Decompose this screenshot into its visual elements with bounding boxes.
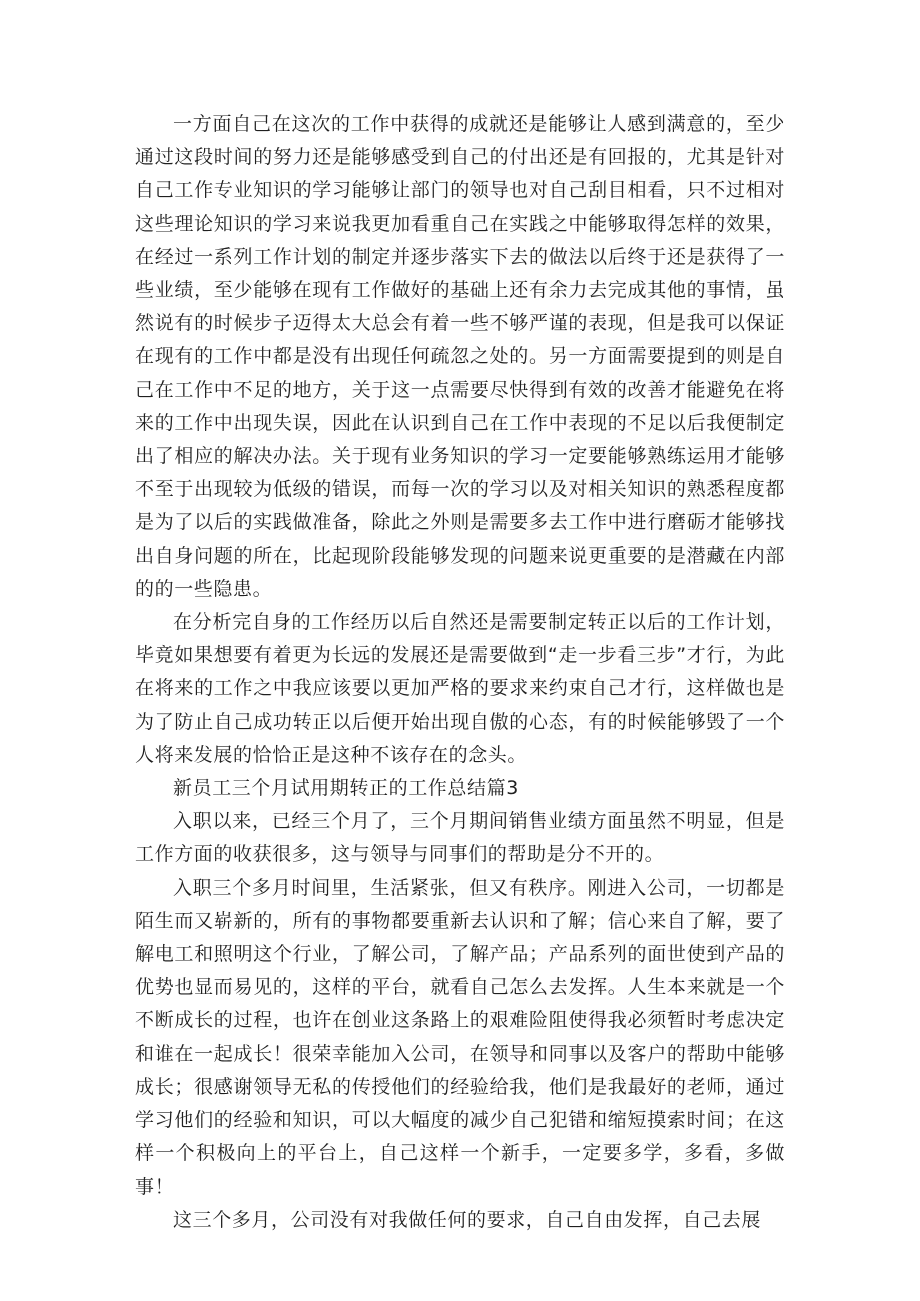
paragraph-no-requirements: 这三个多月，公司没有对我做任何的要求，自己自由发挥，自己去展: [173, 1208, 762, 1231]
paragraph-three-months: 入职三个多月时间里，生活紧张，但又有秩序。刚进入公司，一切都是陌生而又崭新的，所有的事物都要重新去认识和了解；信心来自了解，要了解电工和照明这个行业，了解公司，了解产品；产品系列的面世使到产品的优势也显而易见的，这样的平台，就看自己怎么去发挥。人生本来就是一个不断成长的过程，也许在创业这条路上的艰难险阻使得我必须暂时考虑决定和谁在一起成长！很荣幸能加入公司，在领导和同事以及客户的帮助中能够成长；很感谢领导无私的传授他们的经验给我，他们是我最好的老师，通过学习他们的经验和知识，可以大幅度的减少自己犯错和缩短摸索时间；在这样一个积极向上的平台上，自己这样一个新手，一定要多学，多看，多做事！: [135, 876, 785, 1198]
section-heading: 新员工三个月试用期转正的工作总结篇3: [173, 777, 519, 800]
paragraph-since-joining: 入职以来，已经三个月了，三个月期间销售业绩方面虽然不明显，但是工作方面的收获很多，这与领导与同事们的帮助是分不开的。: [135, 810, 785, 866]
paragraph-work-plan: 在分析完自身的工作经历以后自然还是需要制定转正以后的工作计划，毕竟如果想要有着更为长远的发展还是需要做到“走一步看三步”才行，为此在将来的工作之中我应该要以更加严格的要求来约束自己才行，这样做也是为了防止自己成功转正以后便开始出现自傲的心态，有的时候能够毁了一个人将来发展的恰恰正是这种不该存在的念头。: [135, 611, 785, 766]
paragraph-achievements: 一方面自己在这次的工作中获得的成就还是能够让人感到满意的，至少通过这段时间的努力还是能够感受到自己的付出还是有回报的，尤其是针对自己工作专业知识的学习能够让部门的领导也对自己刮目相看，只不过相对这些理论知识的学习来说我更加看重自己在实践之中能够取得怎样的效果，在经过一系列工作计划的制定并逐步落实下去的做法以后终于还是获得了一些业绩，至少能够在现有工作做好的基础上还有余力去完成其他的事情，虽然说有的时候步子迈得太大总会有着一些不够严谨的表现，但是我可以保证在现有的工作中都是没有出现任何疏忽之处的。另一方面需要提到的则是自己在工作中不足的地方，关于这一点需要尽快得到有效的改善才能避免在将来的工作中出现失误，因此在认识到自己在工作中表现的不足以后我便制定出了相应的解决办法。关于现有业务知识的学习一定要能够熟练运用才能够不至于出现较为低级的错误，而每一次的学习以及对相关知识的熟悉程度都是为了以后的实践做准备，除此之外则是需要多去工作中进行磨砺才能够找出自身问题的所在，比起现阶段能够发现的问题来说更重要的是潜藏在内部的的一些隐患。: [135, 113, 785, 600]
document-body: [135, 108, 785, 1237]
